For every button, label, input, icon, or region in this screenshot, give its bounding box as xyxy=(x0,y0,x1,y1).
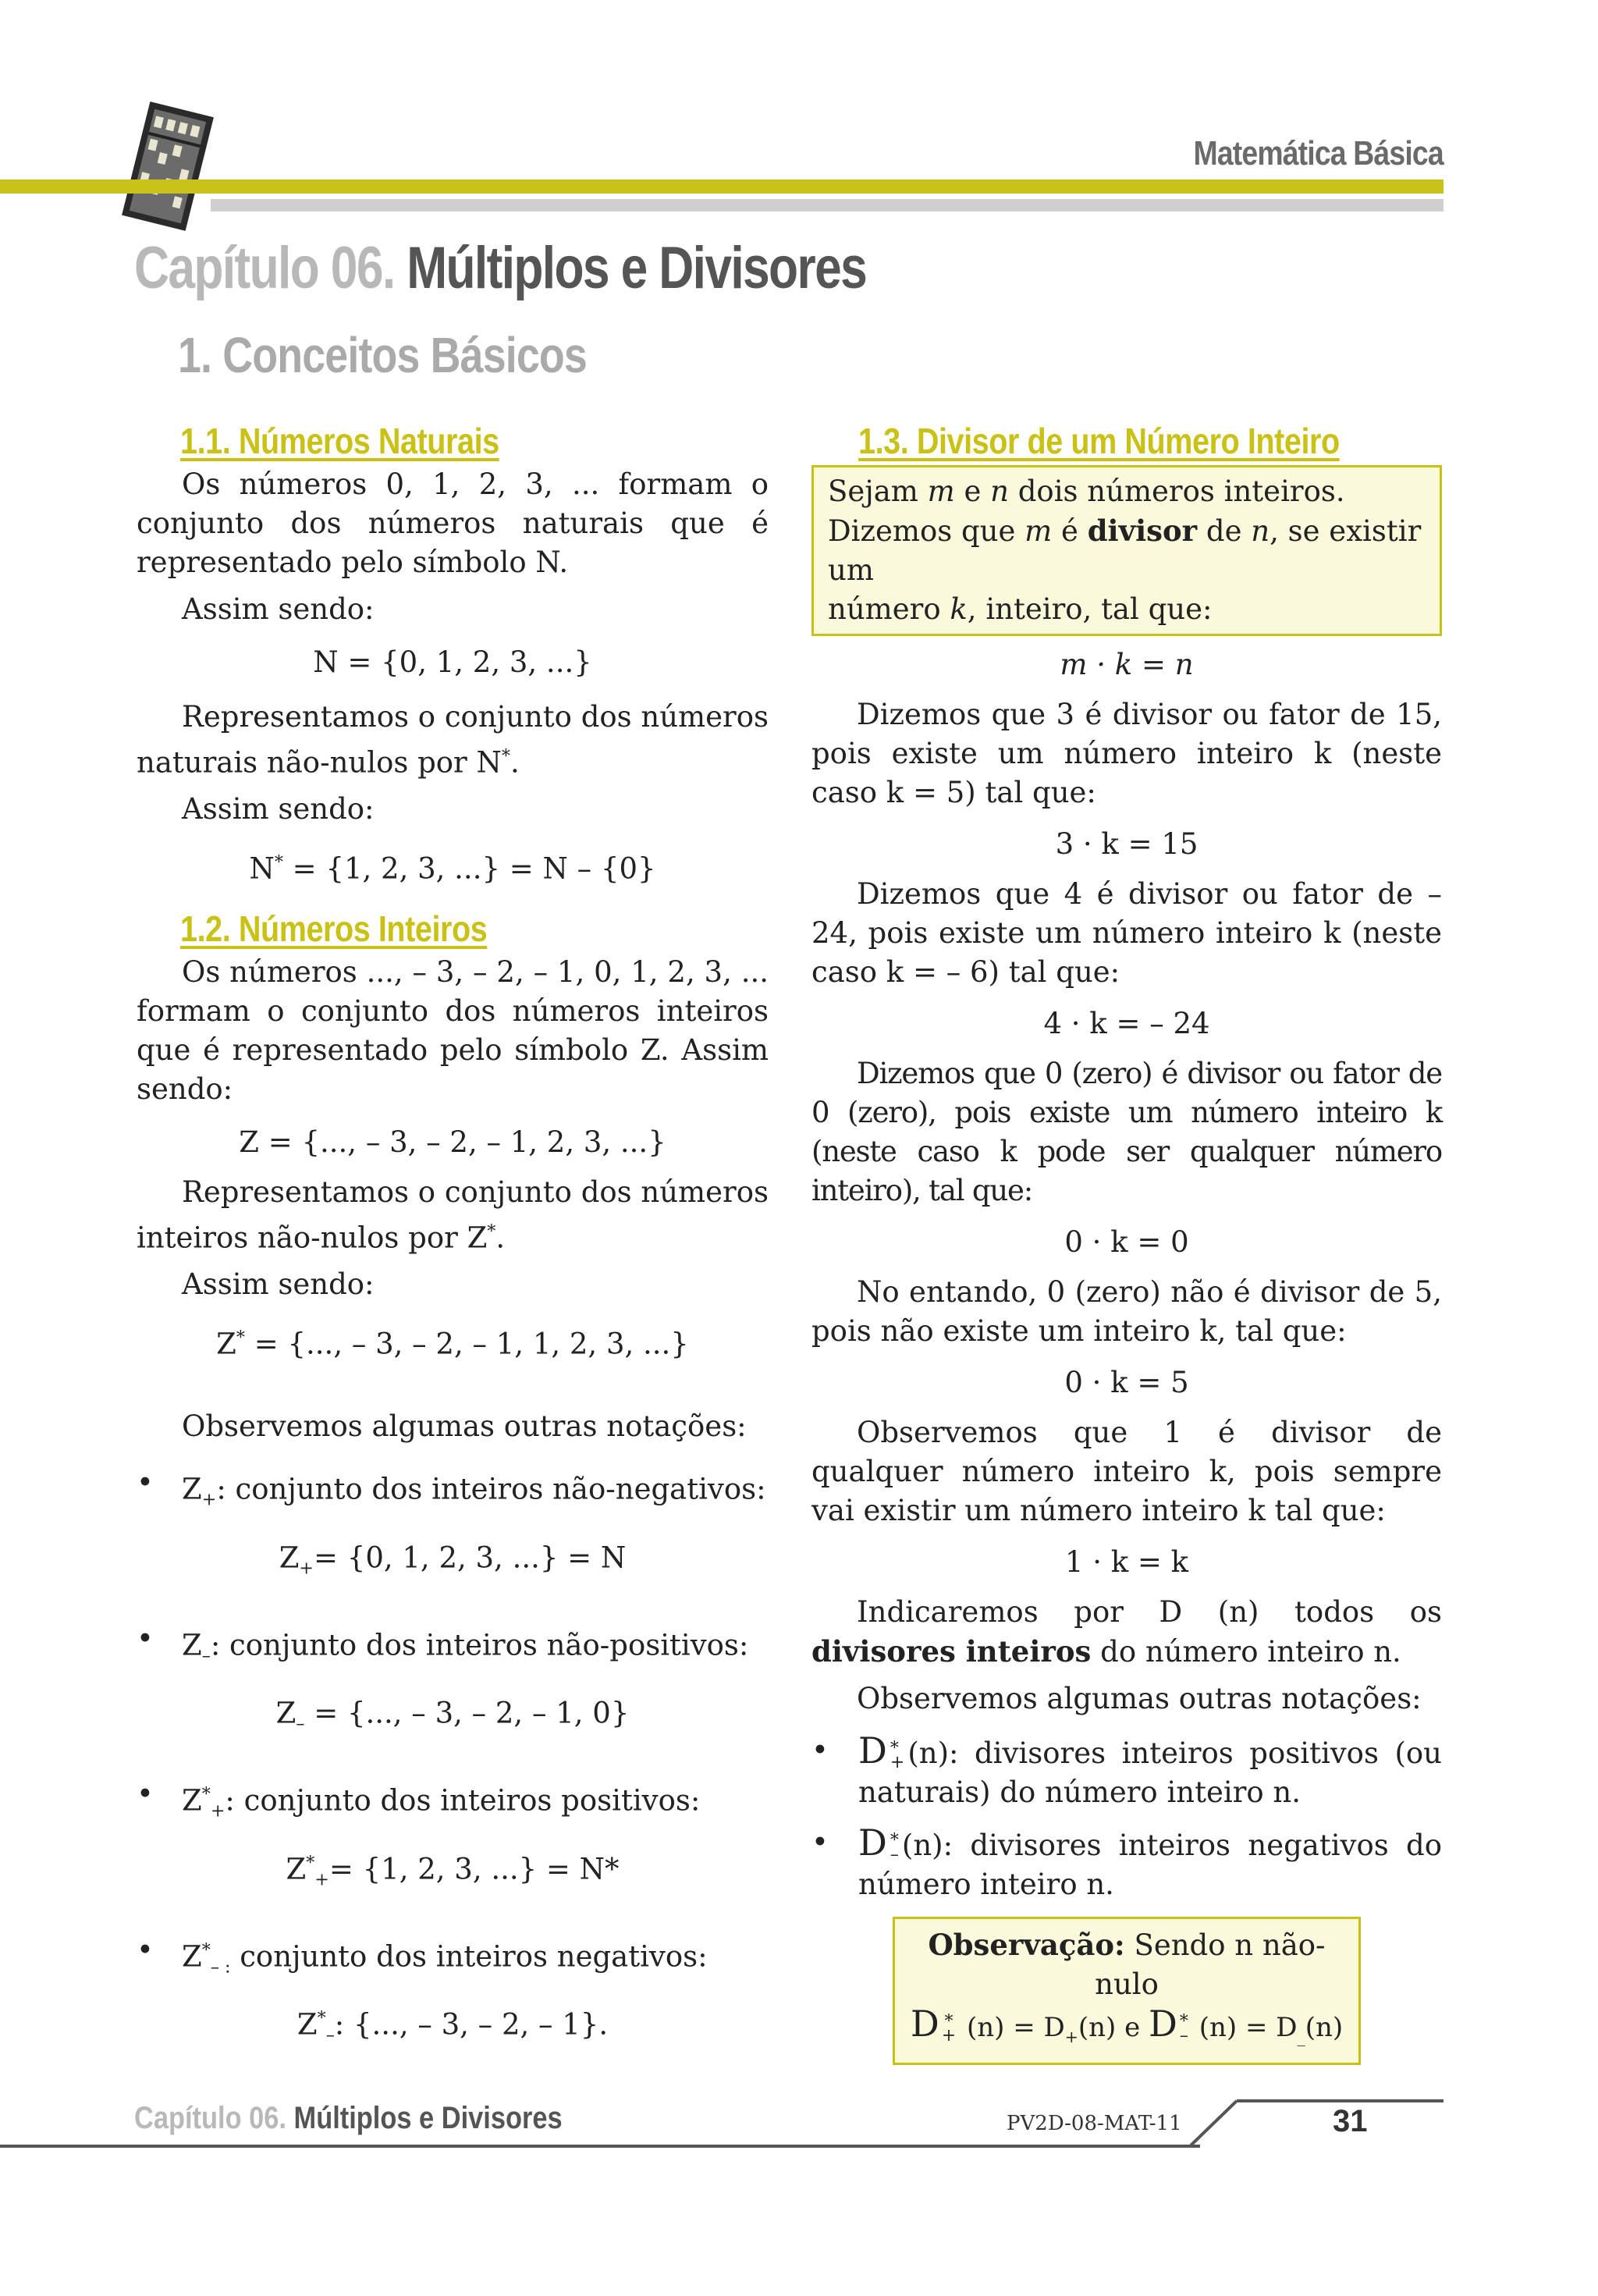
list-item-notation: • $Z_+$: conjunto dos inteiros não-negativos: $Z_+= \{0$, 1, 2, 3, ...} = N xyxy=(137,1463,769,1587)
definition-box: Sejam m e n dois números inteiros. Dizemos que m é divisor de n, se existir um número k, inteiro, tal que: xyxy=(811,465,1442,636)
list-item-notation: • $Z^*_+$: conjunto dos inteiros positivos: $Z^*_+= \{1$, 2, 3, ...} = N* xyxy=(137,1775,769,1899)
header-title: Matemática Básica xyxy=(1193,134,1444,172)
chapter-heading xyxy=(134,234,866,302)
paragraph-integers: Os números ..., – 3, – 2, – 1, 0, 1, 2, 3, ... formam o conjunto dos números inteiros que é representado pelo símbolo Z. Assim sendo: xyxy=(137,954,769,1106)
right-column xyxy=(811,420,1442,2065)
notation-equation: $Z_-$ = {..., – 3, – 2, – 1, 0} xyxy=(275,1696,630,1735)
subsection-1-1-title: 1.1. Números Naturais xyxy=(180,421,499,461)
section-heading: 1. Conceitos Básicos xyxy=(178,327,587,383)
equation-zstar: Z* = {..., – 3, – 2, – 1, 1, 2, 3, ...} xyxy=(216,1327,689,1361)
list-item-notation: • $Z_-$: conjunto dos inteiros não-positivos: $Z_-$ = {..., – 3, – 2, – 1, 0} xyxy=(137,1619,769,1743)
subsection-1-2-title: 1.2. Números Inteiros xyxy=(180,908,488,949)
header-gray-bar xyxy=(211,199,1444,211)
paragraph-3-divides-15: Dizemos que 3 é divisor ou fator de 15, pois existe um número inteiro k (neste caso k = 5) tal que: xyxy=(811,698,1442,809)
assim-sendo-2: Assim sendo: xyxy=(182,792,375,826)
paragraph-4-divides-24: Dizemos que 4 é divisor ou fator de – 24, pois existe um número inteiro k (neste caso k = – 6) tal que: xyxy=(811,877,1442,989)
paragraph-integers-nonzero: Representamos o conjunto dos números inteiros não-nulos por Z*. xyxy=(137,1175,769,1254)
paragraph-naturals-nonzero: Representamos o conjunto dos números naturais não-nulos por N*. xyxy=(137,700,769,780)
observe-notations-left: Observemos algumas outras notações: xyxy=(182,1409,747,1444)
subsection-1-3-title: 1.3. Divisor de um Número Inteiro xyxy=(858,421,1340,461)
footer-chapter xyxy=(134,2101,563,2136)
left-column xyxy=(137,420,769,2055)
equation-0k0: 0 · k = 0 xyxy=(1064,1225,1189,1259)
equation-3k: 3 · k = 15 xyxy=(1055,827,1198,861)
paragraph-naturals: Os números 0, 1, 2, 3, ... formam o conjunto dos números naturais que é representado pelo símbolo N. xyxy=(137,467,769,579)
equation-1kk: 1 · k = k xyxy=(1064,1545,1189,1579)
equation-4k: 4 · k = – 24 xyxy=(1043,1007,1210,1040)
footer-diagonal xyxy=(1190,2099,1237,2148)
notation-list xyxy=(137,1463,769,2055)
paragraph-0-divides-0: Dizemos que 0 (zero) é divisor ou fator de 0 (zero), pois existe um número inteiro k (neste caso k pode ser qualquer número inteiro), tal que: xyxy=(811,1057,1442,1207)
equation-nstar: N* = {1, 2, 3, ...} = N – {0} xyxy=(249,851,656,886)
footer-chapter-title: Múltiplos e Divisores xyxy=(293,2101,563,2135)
notation-equation: $Z^*_-$: {..., – 3, – 2, – 1}. xyxy=(297,2007,609,2046)
footer-chapter-label: Capítulo 06. xyxy=(134,2101,286,2135)
observation-box: Observação: Sendo n não-nulo D * + $(n) = D_+(n)$ e D * – $(n) = D_{\_}(n)$ xyxy=(893,1917,1361,2065)
paragraph-divisors-notation: Indicaremos por D (n) todos os divisores inteiros do número inteiro n. xyxy=(811,1595,1442,1669)
footer-rule-upper xyxy=(1237,2099,1444,2102)
footer-code: PV2D-08-MAT-11 xyxy=(1007,2112,1182,2135)
paragraph-0-not-5: No entando, 0 (zero) não é divisor de 5, pois não existe um inteiro k, tal que: xyxy=(811,1275,1442,1348)
equation-n: N = {0, 1, 2, 3, ...} xyxy=(313,645,592,679)
list-item-dminus: • D * – (n): divisores inteiros negativos do número inteiro n. xyxy=(811,1822,1442,1901)
footer-rule xyxy=(0,2145,1200,2148)
abacus-logo-icon xyxy=(121,100,215,233)
list-item-dplus: • D * + (n): divisores inteiros positivos (ou naturais) do número inteiro n. xyxy=(811,1729,1442,1809)
paragraph-1-divides-all: Observemos que 1 é divisor de qualquer número inteiro k, pois sempre vai existir um número inteiro k tal que: xyxy=(811,1416,1442,1527)
header-yellow-bar xyxy=(0,179,1444,194)
assim-sendo-1: Assim sendo: xyxy=(182,592,375,626)
equation-0k5: 0 · k = 5 xyxy=(1064,1366,1189,1399)
notation-equation: $Z_+= \{0$, 1, 2, 3, ...} = N xyxy=(279,1541,627,1579)
notation-equation: $Z^*_+= \{1$, 2, 3, ...} = N* xyxy=(286,1852,620,1890)
assim-sendo-3: Assim sendo: xyxy=(182,1267,375,1301)
chapter-label: Capítulo 06. xyxy=(134,235,395,301)
chapter-title: Múltiplos e Divisores xyxy=(407,235,867,301)
equation-mkn: m · k = n xyxy=(1060,648,1194,681)
page-number: 31 xyxy=(1333,2104,1368,2138)
observe-notations-right: Observemos algumas outras notações: xyxy=(857,1682,1422,1715)
equation-z: Z = {..., – 3, – 2, – 1, 2, 3, ...} xyxy=(239,1125,666,1159)
list-item-notation: • $Z^*_{- :}$ conjunto dos inteiros negativos: $Z^*_-$: {..., – 3, – 2, – 1}. xyxy=(137,1931,769,2055)
